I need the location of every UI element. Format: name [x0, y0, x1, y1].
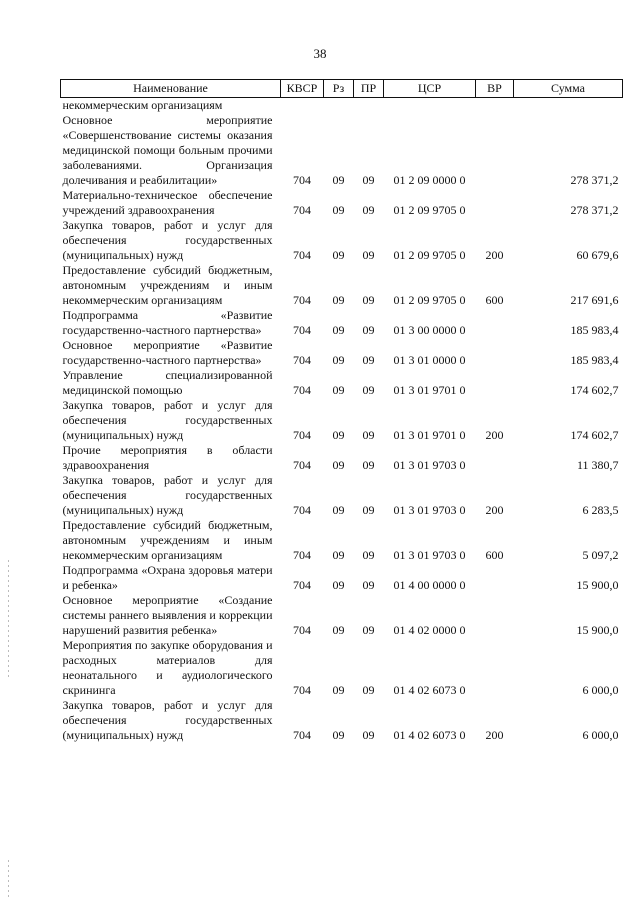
row-csr: 01 2 09 9705 0 [393, 248, 466, 262]
row-pr: 09 [362, 458, 375, 472]
row-rz: 09 [332, 203, 345, 217]
row-csr: 01 3 01 9701 0 [393, 383, 466, 397]
row-rz: 09 [332, 293, 345, 307]
row-csr: 01 2 09 0000 0 [393, 173, 466, 187]
table-header-row [61, 80, 623, 98]
row-csr: 01 3 01 9703 0 [393, 548, 466, 562]
row-pr: 09 [362, 248, 375, 262]
row-pr: 09 [362, 503, 375, 517]
column-header-pr: ПР [354, 80, 384, 98]
row-kvsr: 704 [293, 293, 311, 307]
row-sum: 278 371,2 [570, 173, 619, 187]
row-sum: 174 602,7 [570, 383, 619, 397]
row-rz: 09 [332, 248, 345, 262]
row-pr: 09 [362, 173, 375, 187]
row-vr: 600 [485, 548, 504, 562]
row-rz [324, 98, 354, 114]
page-number: 38 [313, 46, 327, 61]
row-sum: 11 380,7 [576, 458, 619, 472]
table-row [61, 188, 623, 218]
row-vr [476, 563, 514, 593]
row-rz: 09 [332, 383, 345, 397]
scan-edge-mark [8, 560, 9, 680]
row-pr: 09 [362, 548, 375, 562]
row-name: Закупка товаров, работ и услуг для обеспечения государственных (муниципальных) нужд [62, 473, 273, 517]
row-kvsr: 704 [293, 503, 311, 517]
row-pr: 09 [362, 578, 375, 592]
row-pr [354, 98, 384, 114]
row-kvsr: 704 [293, 173, 311, 187]
row-kvsr: 704 [293, 323, 311, 337]
row-sum: 174 602,7 [570, 428, 619, 442]
row-sum: 60 679,6 [576, 248, 619, 262]
table-row [61, 518, 623, 563]
row-kvsr: 704 [293, 428, 311, 442]
row-csr [384, 98, 476, 114]
row-name: Предоставление субсидий бюджетным, автономным учреждениям и иным некоммерческим организациям [62, 518, 273, 562]
row-rz: 09 [332, 503, 345, 517]
row-sum: 185 983,4 [570, 353, 619, 367]
row-name: Материально-техническое обеспечение учреждений здравоохранения [62, 188, 273, 217]
column-header-name: Наименование [61, 80, 281, 98]
column-header-sum: Сумма [514, 80, 623, 98]
row-csr: 01 3 01 9701 0 [393, 428, 466, 442]
row-name: Закупка товаров, работ и услуг для обеспечения государственных (муниципальных) нужд [62, 698, 273, 742]
row-csr: 01 4 02 6073 0 [393, 728, 466, 742]
row-rz: 09 [332, 323, 345, 337]
row-sum: 15 900,0 [576, 623, 619, 637]
table-row [61, 113, 623, 188]
scan-edge-mark [8, 860, 9, 900]
row-kvsr: 704 [293, 383, 311, 397]
column-header-csr: ЦСР [384, 80, 476, 98]
table-row [61, 473, 623, 518]
row-csr: 01 4 02 0000 0 [393, 623, 466, 637]
row-rz: 09 [332, 458, 345, 472]
row-pr: 09 [362, 323, 375, 337]
row-kvsr: 704 [293, 683, 311, 697]
row-pr: 09 [362, 293, 375, 307]
row-pr: 09 [362, 623, 375, 637]
table-row [61, 638, 623, 698]
row-vr: 200 [485, 728, 504, 742]
row-sum: 15 900,0 [576, 578, 619, 592]
table-row [61, 218, 623, 263]
row-vr [476, 368, 514, 398]
table-row [61, 698, 623, 743]
row-name: Подпрограмма «Развитие государственно-частного партнерства» [62, 308, 273, 337]
table-row [61, 308, 623, 338]
row-sum: 185 983,4 [570, 323, 619, 337]
row-vr [476, 308, 514, 338]
row-kvsr: 704 [293, 623, 311, 637]
row-rz: 09 [332, 548, 345, 562]
row-csr: 01 3 00 0000 0 [393, 323, 466, 337]
row-name: Управление специализированной медицинской помощью [62, 368, 273, 397]
table-row [61, 98, 623, 114]
row-name: некоммерческим организациям [62, 98, 223, 112]
row-vr [476, 188, 514, 218]
row-rz: 09 [332, 173, 345, 187]
row-rz: 09 [332, 728, 345, 742]
row-name: Основное мероприятие «Совершенствование системы оказания медицинской помощи больным прочими заболеваниями. Организация долечивания и реабилитации» [62, 113, 273, 187]
row-pr: 09 [362, 353, 375, 367]
row-vr [476, 443, 514, 473]
row-csr: 01 2 09 9705 0 [393, 293, 466, 307]
table-row [61, 443, 623, 473]
row-vr [476, 593, 514, 638]
row-rz: 09 [332, 683, 345, 697]
row-sum: 217 691,6 [570, 293, 619, 307]
row-pr: 09 [362, 383, 375, 397]
row-pr: 09 [362, 203, 375, 217]
row-vr: 200 [485, 248, 504, 262]
row-name: Подпрограмма «Охрана здоровья матери и ребенка» [62, 563, 273, 592]
row-sum: 5 097,2 [582, 548, 619, 562]
row-name: Основное мероприятие «Развитие государственно-частного партнерства» [62, 338, 273, 367]
column-header-kvsr: КВСР [281, 80, 324, 98]
row-kvsr [281, 98, 324, 114]
row-kvsr: 704 [293, 578, 311, 592]
row-name: Закупка товаров, работ и услуг для обеспечения государственных (муниципальных) нужд [62, 398, 273, 442]
row-vr [476, 338, 514, 368]
budget-table [60, 79, 623, 743]
row-kvsr: 704 [293, 728, 311, 742]
row-rz: 09 [332, 428, 345, 442]
table-row [61, 593, 623, 638]
row-pr: 09 [362, 683, 375, 697]
table-row [61, 263, 623, 308]
table-row [61, 338, 623, 368]
row-rz: 09 [332, 353, 345, 367]
row-vr: 600 [485, 293, 504, 307]
row-kvsr: 704 [293, 203, 311, 217]
row-kvsr: 704 [293, 353, 311, 367]
row-name: Мероприятия по закупке оборудования и расходных материалов для неонатального и аудиологического скрининга [62, 638, 273, 697]
row-csr: 01 2 09 9705 0 [393, 203, 466, 217]
row-vr: 200 [485, 428, 504, 442]
table-row [61, 368, 623, 398]
row-csr: 01 3 01 9703 0 [393, 503, 466, 517]
row-csr: 01 3 01 0000 0 [393, 353, 466, 367]
row-vr [476, 113, 514, 188]
table-row [61, 563, 623, 593]
row-name: Основное мероприятие «Создание системы раннего выявления и коррекции нарушений развития ребенка» [62, 593, 273, 637]
row-name: Прочие мероприятия в области здравоохранения [62, 443, 273, 472]
row-kvsr: 704 [293, 548, 311, 562]
row-sum: 6 000,0 [582, 683, 619, 697]
row-sum: 6 283,5 [582, 503, 619, 517]
row-vr [476, 98, 514, 114]
row-name: Предоставление субсидий бюджетным, автономным учреждениям и иным некоммерческим организациям [62, 263, 273, 307]
row-pr: 09 [362, 728, 375, 742]
row-sum: 6 000,0 [582, 728, 619, 742]
column-header-vr: ВР [476, 80, 514, 98]
row-rz: 09 [332, 623, 345, 637]
table-row [61, 398, 623, 443]
row-sum: 278 371,2 [570, 203, 619, 217]
row-csr: 01 3 01 9703 0 [393, 458, 466, 472]
row-csr: 01 4 00 0000 0 [393, 578, 466, 592]
row-name: Закупка товаров, работ и услуг для обеспечения государственных (муниципальных) нужд [62, 218, 273, 262]
row-csr: 01 4 02 6073 0 [393, 683, 466, 697]
row-vr [476, 638, 514, 698]
row-kvsr: 704 [293, 458, 311, 472]
row-pr: 09 [362, 428, 375, 442]
row-rz: 09 [332, 578, 345, 592]
row-vr: 200 [485, 503, 504, 517]
column-header-rz: Рз [324, 80, 354, 98]
row-sum [514, 98, 623, 114]
row-kvsr: 704 [293, 248, 311, 262]
